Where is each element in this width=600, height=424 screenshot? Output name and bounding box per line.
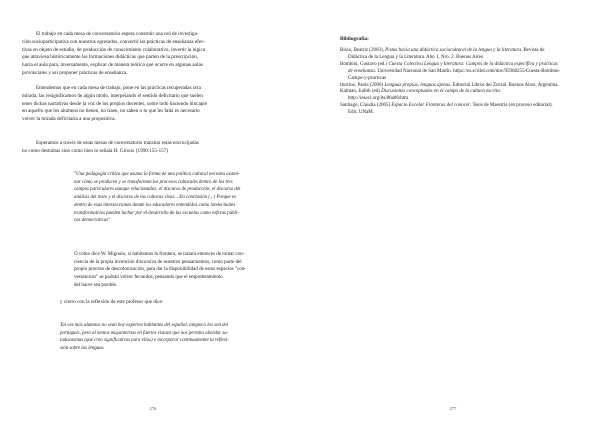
page-number-right: 277 xyxy=(449,406,457,411)
bibliography-title: Bibliografía: xyxy=(340,36,369,42)
paragraph-crossroads: Esperamos a través de estas mesas de conversatorio transitar estas encrucijadas no como destrabas sino como bien lo señala H. Giroux (1990:155-157) xyxy=(22,140,199,154)
paragraph-deficit: Entendemos que en cada mesa de trabajo, pone en las prácticas recuperadas otra mirada, las resignificamos de algún modo, interpelando el sentido deficitario que suelen tener dichas narrativas desde la voz de los propios docentes, sobre todo haciendo hincapié en aquello que los alumnos no tienen, no traen, no saben o lo que les falta es necesario volver la mirada deficitaria a una propositiva. xyxy=(22,85,208,122)
quote-mignolo: O como dice W. Mignolo, si habitamos la frontera, se tratará entonces de tomar con- ciencia de la propia invención discursiva de nuestros pensamientos, como parte del propio proceso de descolonización, para dar la disponibilidad de estos espacios "con- versatorios" se podrán volver fecundos, pensando que el empoderamiento del hacer sea posible. xyxy=(74,251,246,288)
bibliography-entry: Iturrioz, Paola (2006) Lenguas propias, lenguas ajenas. Editorial Libros del Zorzal. Buenos Aires, Argentina. xyxy=(340,82,559,88)
bibliography-list xyxy=(340,48,562,117)
page-number-left: 276 xyxy=(149,406,157,411)
quote-teacher: Tal vez más alumnos no sean hoy expertos hablantes del español, tampoco los son del portugués, pero al menos muyanternos en fuertes vistazo que nos permita abordar sa- ludacasmas (que creo significativos para ellos) e incorporar continuamente la reflexi- sión sobre las lenguas. xyxy=(60,323,229,352)
paragraph-intro: El trabajo en cada mesa de conversatorio espera construir una red de investiga- ción socioparticipativa con nuestros egresados, convertir las prácticas de enseñanza efec- tivas en objeto de estudio, de producción de conocimiento colaborativo, invertir la lógica que atraviesa históricamente las formaciones didácticas que parten de la prescripción, hacia el aula para, inversamente, explicar de manera teórica qué ocurre en algunas aulas provinciales y así proponer prácticas de enseñanza. xyxy=(22,31,206,76)
bibliography-entry: Santiago, Claudia (2005) Espacio Escolar Fronteras del conocer. Tesis de Maestría (en proceso editorial). Edit. UNaM. xyxy=(340,103,553,116)
bibliography-entry: Bombini, Gustavo (ed.) Cuesta Colectiva Lengua y literatura: Campos de la didáctica específica y prácticas de enseñanza. Universidad Nacional de San Martín. https://es.scribd.com/doc/95968255/Cuesta-Bombini-Campo-y-practicas xyxy=(340,61,561,81)
bibliography-entry: Kalman, Judith (ed) Discusiones conceptuales en el campo de la cultura escrita. http://iesecl.org/its/86a06/htm xyxy=(340,89,501,102)
quote-giroux: "Una pedagogía crítica que asuma la forma de una política cultural necesita exami- nar cómo se producen y se transforman los procesos culturales dentro de los tres campos particulares aunque relacionados: el discurso de producción, el discurso del análisis del texto y el discurso de las culturas vivas... En conclusión (...) Porque es dentro de esas intersecciones donde los educadores entendidos como intelectuales transformativos pueden luchar por el desarrollo de las escuelas como esferas públi- cas democráticas" xyxy=(74,172,241,224)
transition-line: y cierro con la reflexión de este profesor que dice: xyxy=(60,299,164,305)
bibliography-entry: Bixio, Beatriz (2003), Pistas hacia una didáctica sociocultural de la lengua y la literatura. Revista de Didáctica de la Lengua y la Literatura. Año 1, Nro. 2. Buenos Aires. xyxy=(340,48,545,60)
